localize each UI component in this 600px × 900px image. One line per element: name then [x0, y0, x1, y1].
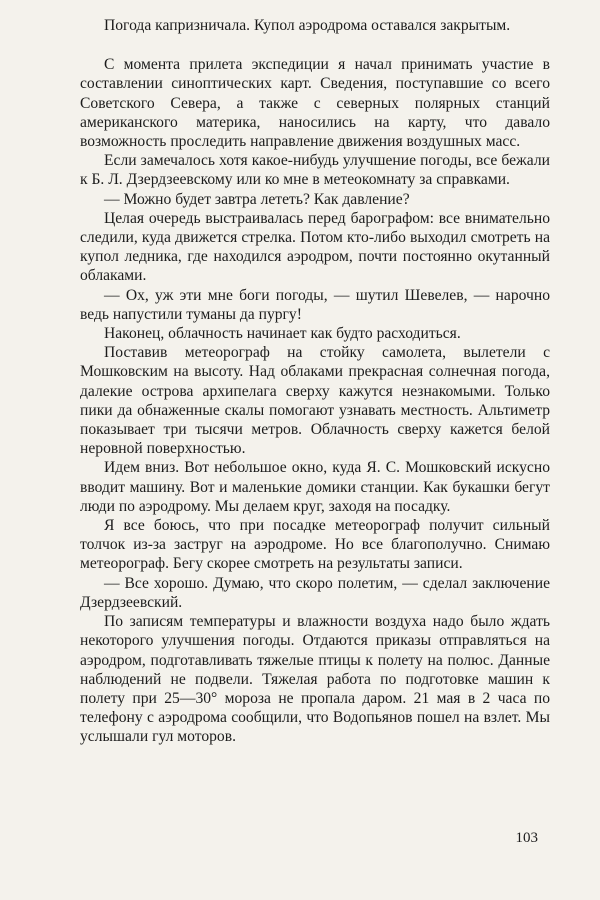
paragraph-question: — Можно будет завтра лететь? Как давление? — [104, 190, 410, 208]
paragraph-weather: Погода капризничала. Купол аэродрома оставался закрытым. — [104, 17, 511, 34]
page-text — [80, 16, 550, 747]
paragraph-inquiries: Если замечалось хотя какое-нибудь улучшение погоды, все бежали к Б. Л. Дзердзеевскому или ко мне в метеокомнату за справками. — [80, 152, 550, 189]
page-number: 103 — [515, 830, 538, 846]
paragraph-descent: Идем вниз. Вот небольшое окно, куда Я. С. Мошковский искусно вводит машину. Вот и маленькие домики станции. Как букашки бегут люди по аэродрому. Мы делаем круг, заходя на посадку. — [80, 459, 550, 515]
paragraph-takeoff: По записям температуры и влажности воздуха надо было ждать некоторого улучшения погоды. Отдаются приказы отправляться на аэродром, подготавливать тяжелые птицы к полету на полюс. Данные наблюдений не подвели. Тяжелая работа по подготовке машин к полету при 25—30° мороза не пропала даром. 21 мая в 2 часа по телефону с аэродрома сообщили, что Водопьянов пошел на взлет. Мы услышали гул моторов. — [80, 613, 550, 746]
paragraph-clouds-clearing: Наконец, облачность начинает как будто расходиться. — [104, 325, 461, 343]
paragraph-flight-altitude: Поставив метеорограф на стойку самолета, вылетели с Мошковским на высоту. Над облаками прекрасная солнечная погода, далекие острова архипелага сверху кажутся незнакомыми. Только пики да обнаженные скалы помогают узнавать местность. Альтиметр показывает три тысячи метров. Облачность сверху кажется белой неровной поверхностью. — [80, 344, 550, 458]
paragraph-synoptic-maps: С момента прилета экспедиции я начал принимать участие в составлении синоптических карт. Сведения, поступавшие со всего Советского Севера, а также с северных полярных станций американского материка, наносились на карту, что давало возможность проследить направление движения воздушных масс. — [80, 56, 550, 151]
paragraph-barograph-queue: Целая очередь выстраивалась перед барографом: все внимательно следили, куда движется стрелка. Потом кто-либо выходил смотреть на купол ледника, где находился аэродром, почти постоянно окутанный облаками. — [80, 209, 550, 285]
paragraph-landing: Я все боюсь, что при посадке метеорограф получит сильный толчок из-за заструг на аэродроме. Но все благополучно. Снимаю метеорограф. Бегу скорее смотреть на результаты записи. — [80, 517, 550, 573]
paragraph-shevelev-joke: — Ох, уж эти мне боги погоды, — шутил Шевелев, — нарочно ведь напустили туманы да пургу! — [80, 286, 550, 323]
paragraph-conclusion: — Все хорошо. Думаю, что скоро полетим, — сделал заключение Дзердзеевский. — [80, 574, 550, 611]
